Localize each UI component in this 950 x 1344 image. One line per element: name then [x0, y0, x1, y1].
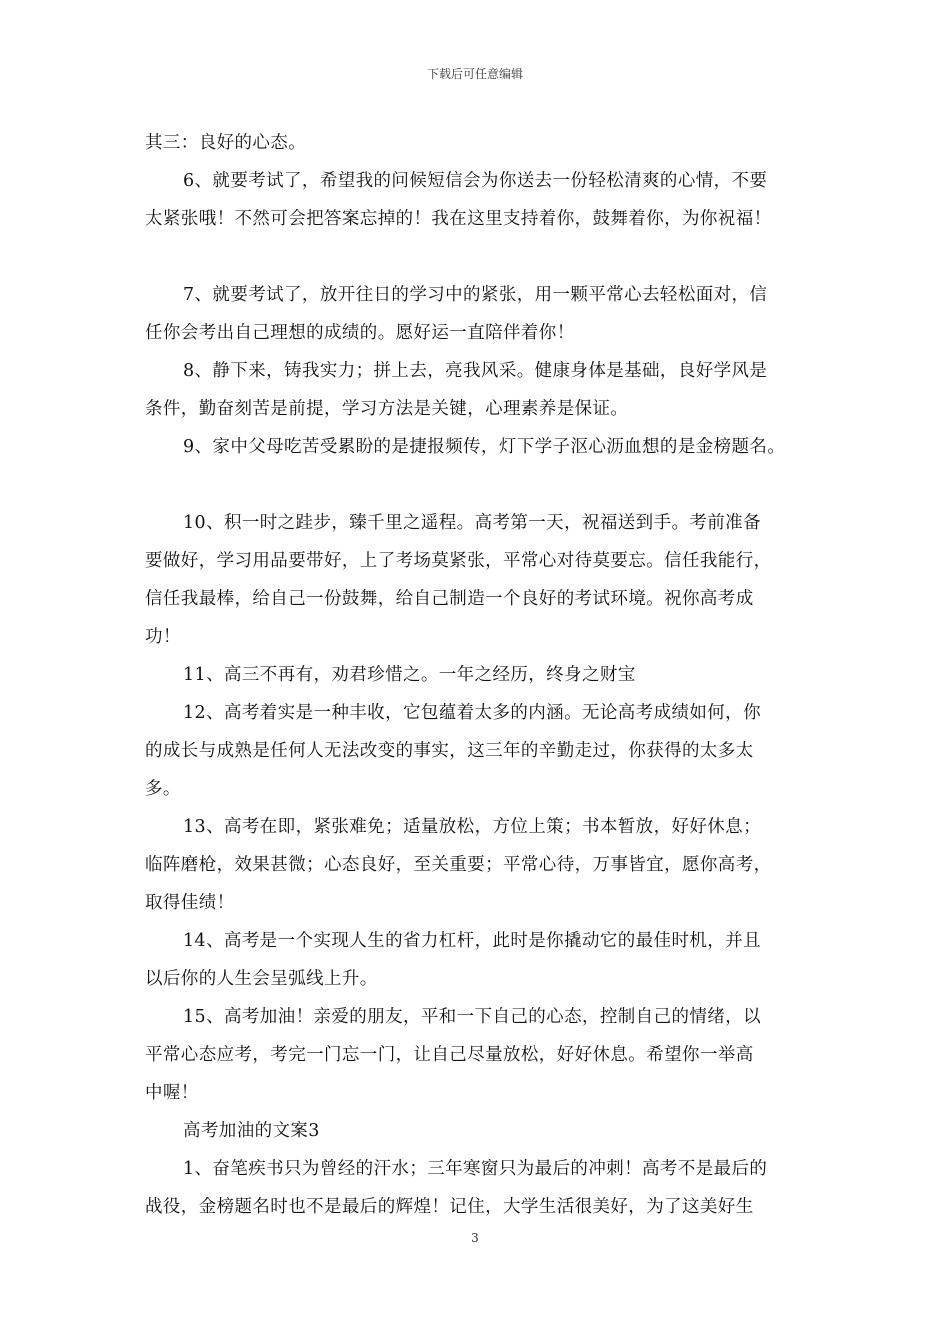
paragraph-line: 中喔！	[145, 1083, 199, 1103]
paragraph-line: 平常心态应考，考完一门忘一门，让自己尽量放松，好好休息。希望你一举高	[145, 1045, 754, 1065]
paragraph-line: 的成长与成熟是任何人无法改变的事实，这三年的辛勤走过，你获得的太多太	[145, 741, 754, 761]
paragraph-line: 以后你的人生会呈弧线上升。	[145, 969, 378, 989]
paragraph-line: 其三：良好的心态。	[145, 133, 307, 153]
blank-line	[145, 466, 825, 504]
paragraph-line: 条件，勤奋刻苦是前提，学习方法是关键，心理素养是保证。	[145, 399, 629, 419]
paragraph-line: 9、家中父母吃苦受累盼的是捷报频传，灯下学子沤心沥血想的是金榜题名。	[183, 437, 786, 457]
page-header: 下载后可任意编辑	[426, 67, 523, 81]
paragraph-line: 11、高三不再有，劝君珍惜之。一年之经历，终身之财宝	[183, 665, 636, 685]
paragraph-line: 取得佳绩！	[145, 893, 235, 913]
paragraph-line: 8、静下来，铸我实力；拼上去，亮我风采。健康身体是基础，良好学风是	[183, 361, 768, 381]
paragraph-line: 15、高考加油！亲爱的朋友，平和一下自己的心态，控制自己的情绪，以	[183, 1007, 761, 1027]
paragraph-line: 7、就要考试了，放开往日的学习中的紧张，用一颗平常心去轻松面对，信	[183, 285, 768, 305]
paragraph-line: 12、高考着实是一种丰收，它包蕴着太多的内涵。无论高考成绩如何，你	[183, 703, 761, 723]
paragraph-line: 13、高考在即，紧张难免；适量放松，方位上策；书本暂放，好好休息；	[183, 817, 761, 837]
paragraph-line: 6、就要考试了，希望我的问候短信会为你送去一份轻松清爽的心情，不要	[183, 171, 768, 191]
paragraph-line: 功！	[145, 627, 181, 647]
paragraph-line: 任你会考出自己理想的成绩的。愿好运一直陪伴着你！	[145, 323, 575, 343]
paragraph-line: 信任我最棒，给自己一份鼓舞，给自己制造一个良好的考试环境。祝你高考成	[145, 589, 754, 609]
document-body	[145, 124, 825, 1226]
paragraph-line: 10、积一时之跬步，臻千里之遥程。高考第一天，祝福送到手。考前准备	[183, 513, 761, 533]
section-heading: 高考加油的文案3	[183, 1121, 320, 1141]
page-number: 3	[471, 1231, 479, 1245]
paragraph-line: 太紧张哦！不然可会把答案忘掉的！我在这里支持着你，鼓舞着你，为你祝福！	[145, 209, 772, 229]
paragraph-line: 战役，金榜题名时也不是最后的辉煌！记住，大学生活很美好，为了这美好生	[145, 1197, 754, 1217]
paragraph-line: 14、高考是一个实现人生的省力杠杆，此时是你撬动它的最佳时机，并且	[183, 931, 761, 951]
blank-line	[145, 238, 825, 276]
paragraph-line: 多。	[145, 779, 181, 799]
paragraph-line: 要做好，学习用品要带好，上了考场莫紧张，平常心对待莫要忘。信任我能行，	[145, 551, 772, 571]
paragraph-line: 临阵磨枪，效果甚微；心态良好，至关重要；平常心待，万事皆宜，愿你高考，	[145, 855, 772, 875]
paragraph-line: 1、奋笔疾书只为曾经的汗水；三年寒窗只为最后的冲刺！高考不是最后的	[183, 1159, 768, 1179]
